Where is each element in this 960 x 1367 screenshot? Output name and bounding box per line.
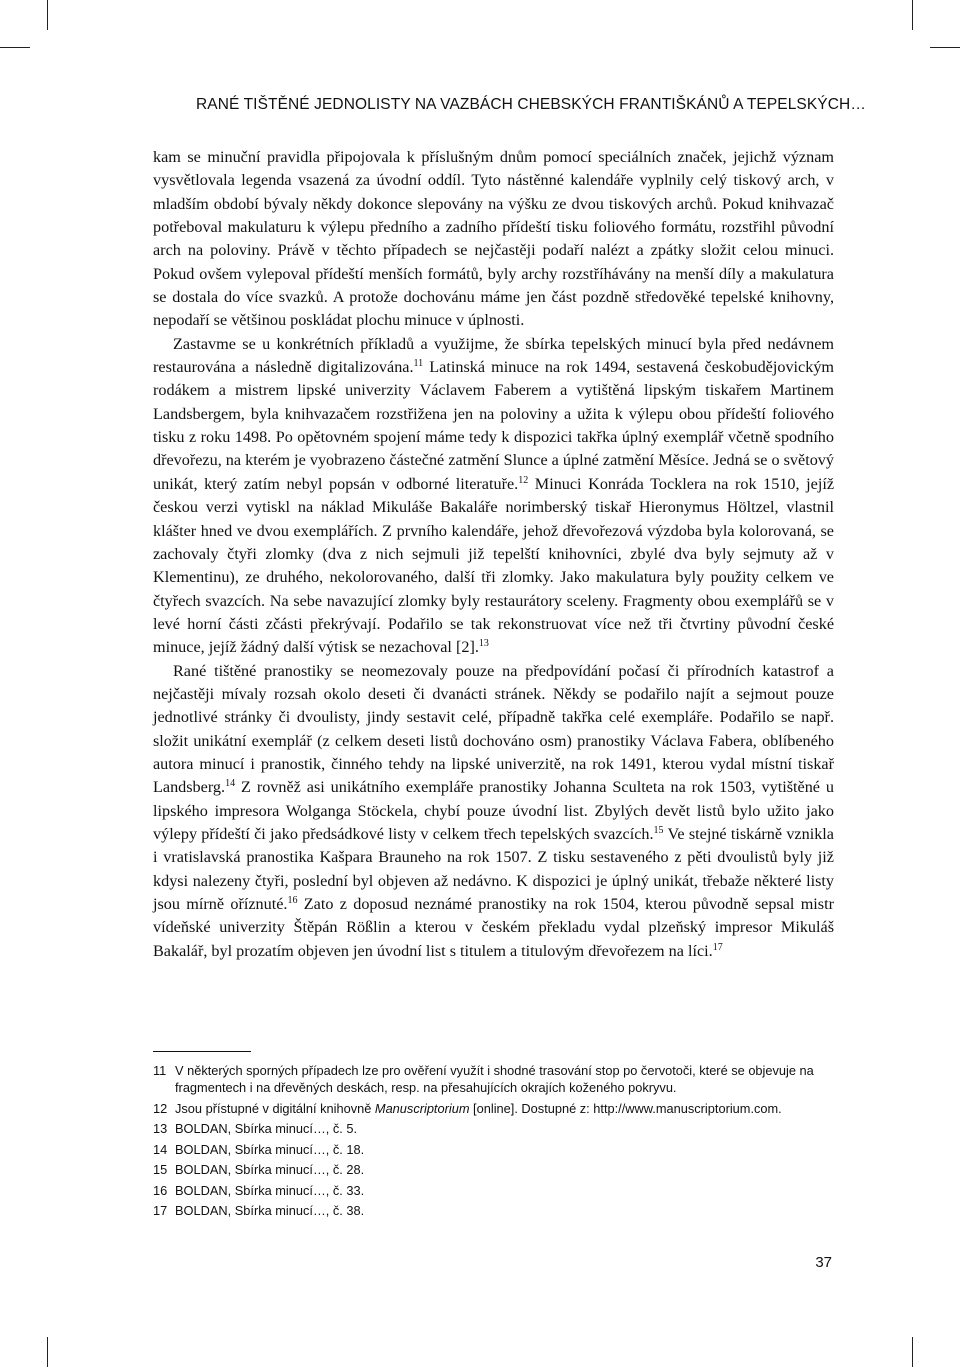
body-text [153,146,834,963]
crop-mark [47,0,48,30]
paragraph-text: Zastavme se u konkrétních příkladů a využijme, že sbírka tepelských minucí byla před nedávnem restaurována a následně digitalizována. [153,334,834,377]
paragraph-text: Latinská minuce na rok 1494, sestavená českobudějovickým rodákem a mistrem lipské univerzity Václavem Faberem a vytištěná lipským tiskařem Martinem Landsbergem, byla knihvazačem rozstřižena jen na poloviny a užita k výlepu obou přídeští foliového tisku z roku 1498. Po opětovném spojení máme tedy k dispozici takřka úplný exemplář včetně spodního dřevořezu, na kterém je vyobrazeno částečné zatmění Slunce a úplné zatmění Měsíce. Jedná se o světový unikát, který zatím nebyl popsán v odborné literatuře. [153,358,834,493]
footnote-ref[interactable]: 13 [478,638,489,650]
crop-mark [0,47,30,48]
footnote [153,1161,836,1178]
paragraph-text: Minuci Konráda Tocklera na rok 1510, jejíž českou verzi vytiskl na náklad Mikuláše Bakaláře norimberský tiskař Hieronymus Höltzel, vlastnil klášter hned ve dvou exemplářích. Z prvního kalendáře, jehož dřevořezová výzdoba byla kolorovaná, se zachovaly čtyři zlomky (dva z nich sejmuli již tepelští knihovníci, zbylé dva byly sejmuty až v Klementinu), ze druhého, nekolorovaného, další tři zlomky. Jako makulatura byly použity celkem ve čtyřech svazcích. Na sebe navazující zlomky byly restaurátory sceleny. Fragmenty obou exemplářů se v levé horní části zčásti překrývají. Podařilo se tak rekonstruovat více než tři čtvrtiny původní české minuce, jejíž žádný další výtisk se nezachoval [2]. [153,474,834,657]
footnotes [153,1062,836,1223]
footnote-text: V některých sporných případech lze pro ověření využít i shodné trasování stop po červotoči, které se objevuje na fragmentech i na dřevěných deskách, resp. na přesahujících okrajích koženého pokryvu. [175,1063,814,1095]
footnote-ref[interactable]: 17 [712,941,723,953]
footnote-text: BOLDAN, Sbírka minucí…, č. 5. [175,1121,358,1136]
footnote-ref[interactable]: 16 [287,895,298,906]
footnote-divider [153,1051,251,1052]
footnote-number: 15 [153,1162,168,1177]
footnote-text: BOLDAN, Sbírka minucí…, č. 33. [175,1182,365,1198]
paragraph-text: kam se minuční pravidla připojovala k příslušným dnům pomocí speciálních značek, jejichž význam vysvětlovala legenda vsazená za úvodní oddíl. Tyto nástěnné kalendáře vyplnily celý tiskový arch, v mladším období bývaly někdy dokonce slepovány na výšku ze dvou tiskových archů. Pokud knihvazač potřeboval makulaturu k výlepu předního a zadního přídeští tisku foliového formátu, rozstřihl původní arch na poloviny. Právě v těchto případech se nejčastěji podaří nalézt a zpátky složit celou minuci. Pokud ovšem vylepoval přídeští menších formátů, byly archy rozstříhávány na menší díly a makulatura se dostala do více svazků. A protože dochovánu máme jen část pozdně středověké tepelské knihovny, nepodaří se většinou poskládat plochu minuce v úplnosti. [153,148,834,330]
footnote [153,1120,836,1137]
footnote-ref[interactable]: 14 [225,778,236,790]
footnote-number: 12 [153,1100,168,1116]
footnote-number: 14 [153,1141,168,1157]
paragraph-text: Rané tištěné pranostiky se neomezovaly pouze na předpovídání počasí či přírodních katastrof a nejčastěji mívaly rozsah okolo deseti či dvanácti stránek. Někdy se podařilo najít a sejmout pouze jednotlivé stránky či dvoulisty, jindy sestavit celé, případně takřka celé exempláře. Podařilo se např. složit unikátní exemplář (z celkem deseti listů dochováno osm) pranostiky Václava Fabera, oblíbeného autora minucí i pranostik, činného tehdy na lipské univerzitě, na rok 1491, kterou vydal místní tiskař Landsberg. [153,661,834,797]
footnote [153,1062,836,1096]
footnote-ref[interactable]: 12 [518,474,529,486]
footnote-text [175,1100,836,1117]
footnote-number: 17 [153,1203,168,1218]
footnote-number: 13 [153,1121,168,1136]
footnote-text: BOLDAN, Sbírka minucí…, č. 18. [175,1141,365,1157]
footnote [153,1182,836,1199]
running-header: RANÉ TIŠTĚNÉ JEDNOLISTY NA VAZBÁCH CHEBSKÝCH FRANTIŠKÁNŮ A TEPELSKÝCH… [196,96,866,113]
footnote-ref[interactable]: 15 [653,824,664,836]
footnote-text-part: Jsou přístupné v digitální knihovně [175,1100,375,1116]
crop-mark [930,47,960,48]
page-number: 37 [815,1254,832,1271]
footnote-text-part[interactable]: [online]. Dostupné z: http://www.manuscriptorium.com. [469,1100,782,1116]
paragraph [153,146,834,333]
footnote-text: BOLDAN, Sbírka minucí…, č. 28. [175,1162,365,1177]
footnote [153,1202,836,1219]
paragraph [153,333,834,660]
footnote [153,1100,836,1117]
footnote-text: BOLDAN, Sbírka minucí…, č. 38. [175,1203,365,1218]
footnote-number: 16 [153,1182,168,1198]
paragraph [153,660,834,963]
paragraph-text: Zato z doposud neznámé pranostiky na rok 1504, kterou původně sepsal mistr vídeňské univerzity Štěpán Rößlin a kterou v českém překladu vydal plzeňský impresor Mikuláš Bakalář, byl prozatím objeven jen úvodní list s titulem a titulovým dřevořezem na líci. [153,895,834,960]
footnote [153,1141,836,1158]
footnote-ref[interactable]: 11 [413,358,424,370]
footnote-italic-title: Manuscriptorium [374,1100,470,1116]
paragraph-text: Z rovněž asi unikátního exempláře pranostiky Johanna Sculteta na rok 1503, vytištěné u lipského impresora Wolganga Stöckela, chybí pouze úvodní list. Zbylých devět listů bylo užito jako výlepy přídeští či jako předsádkové listy v celkem třech tepelských svazcích. [153,778,834,843]
crop-mark [912,1337,913,1367]
paragraph-text: Ve stejné tiskárně vznikla i vratislavská pranostika Kašpara Brauneho na rok 1507. Z tisku sestaveného z pěti dvoulistů byly již kdysi nalezeny čtyři, poslední byl objeven až nedávno. K dispozici je úplný unikát, třebaže některé listy jsou mírně oříznuté. [153,824,834,913]
footnote-number: 11 [153,1063,167,1078]
crop-mark [912,0,913,30]
crop-mark [47,1337,48,1367]
